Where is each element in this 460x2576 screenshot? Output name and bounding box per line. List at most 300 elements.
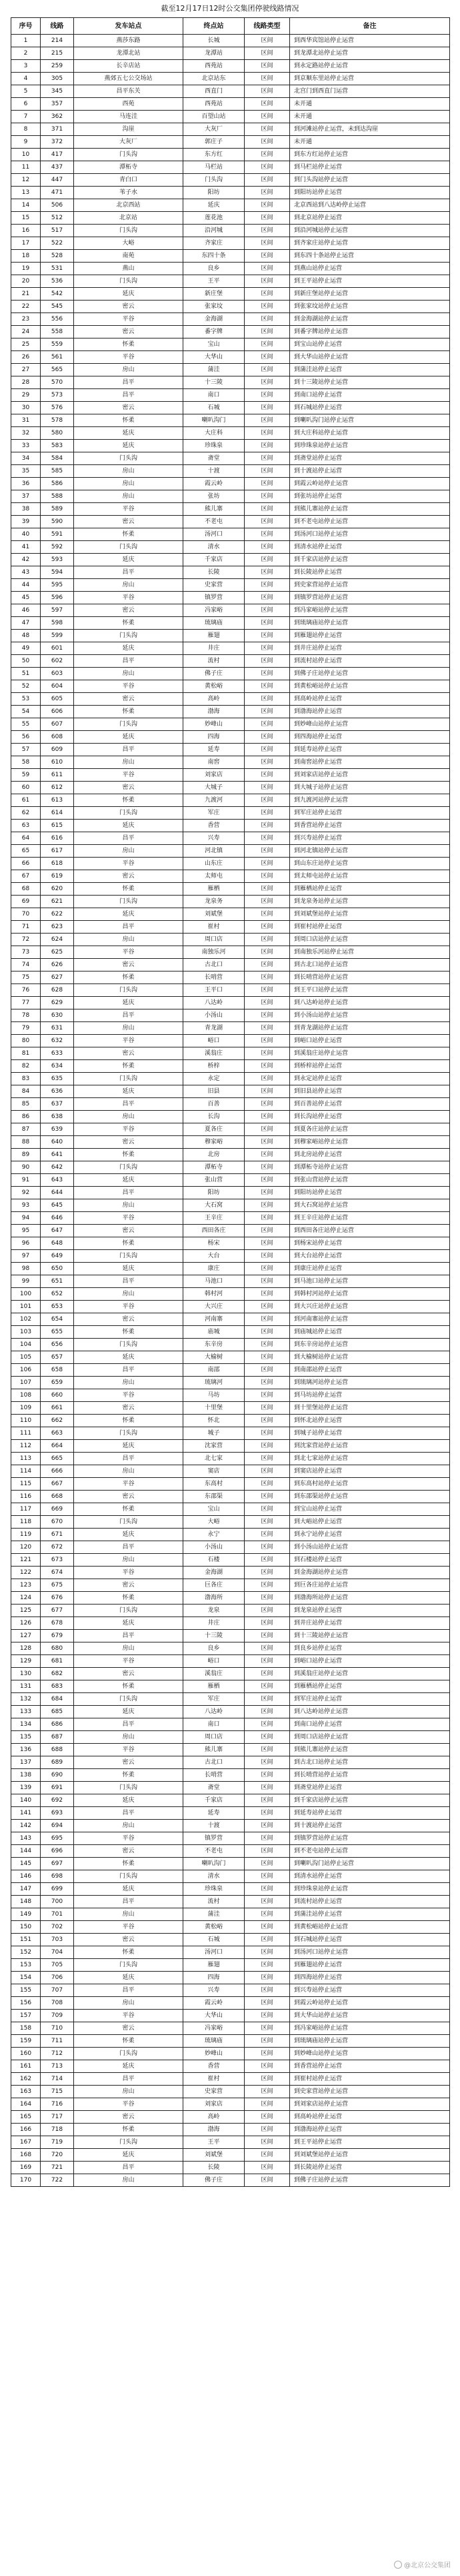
remark: 到大峪站停止运营 — [290, 1516, 450, 1529]
terminal-station: 番字牌 — [183, 326, 245, 338]
line-number: 714 — [41, 2073, 74, 2086]
origin-station: 密云 — [74, 1845, 183, 1858]
line-type: 区间 — [245, 883, 290, 896]
origin-station: 昌平 — [74, 1453, 183, 1465]
line-type: 区间 — [245, 414, 290, 427]
line-number: 695 — [41, 1832, 74, 1845]
table-row — [11, 1554, 450, 1567]
table-row — [11, 807, 450, 820]
remark: 到小汤山站停止运营 — [290, 1009, 450, 1022]
column-header: 线路 — [41, 18, 74, 35]
terminal-station: 延寿 — [183, 1807, 245, 1820]
row-index: 47 — [11, 617, 41, 630]
remark: 到南窖站停止运营 — [290, 756, 450, 769]
origin-station: 昌平 — [74, 1187, 183, 1199]
origin-station: 沟崖 — [74, 123, 183, 136]
table-row — [11, 946, 450, 959]
remark: 到溪翁庄站停止运营 — [290, 1668, 450, 1680]
line-number: 630 — [41, 1009, 74, 1022]
table-row — [11, 503, 450, 516]
table-row — [11, 414, 450, 427]
remark: 到沈家营站停止运营 — [290, 1440, 450, 1453]
row-index: 100 — [11, 1288, 41, 1301]
line-type: 区间 — [245, 1959, 290, 1972]
remark: 到霞云岭站停止运营 — [290, 478, 450, 490]
table-row — [11, 1579, 450, 1592]
origin-station: 平谷 — [74, 1478, 183, 1491]
line-number: 592 — [41, 541, 74, 554]
table-row — [11, 263, 450, 275]
table-row — [11, 984, 450, 997]
terminal-station: 王平口 — [183, 984, 245, 997]
remark: 到雁翅站停止运营 — [290, 630, 450, 642]
line-number: 517 — [41, 225, 74, 237]
terminal-station: 怀北 — [183, 1415, 245, 1427]
terminal-station: 王辛庄 — [183, 1212, 245, 1225]
line-number: 641 — [41, 1149, 74, 1161]
origin-station: 平谷 — [74, 769, 183, 782]
line-type: 区间 — [245, 604, 290, 617]
line-type: 区间 — [245, 896, 290, 908]
table-row — [11, 642, 450, 655]
origin-station: 昌平 — [74, 1098, 183, 1111]
line-number: 583 — [41, 440, 74, 452]
line-number: 713 — [41, 2060, 74, 2073]
row-index: 117 — [11, 1503, 41, 1516]
table-row — [11, 1592, 450, 1605]
row-index: 4 — [11, 73, 41, 85]
line-number: 633 — [41, 1047, 74, 1060]
line-type: 区间 — [245, 427, 290, 440]
remark: 到大榆树站停止运营 — [290, 1351, 450, 1364]
terminal-station: 蒲洼 — [183, 364, 245, 376]
table-row — [11, 326, 450, 338]
table-body — [11, 35, 450, 2187]
line-number: 691 — [41, 1782, 74, 1794]
table-row — [11, 1541, 450, 1554]
origin-station: 昌平 — [74, 744, 183, 756]
terminal-station: 周口店 — [183, 934, 245, 946]
terminal-station: 熊儿寨 — [183, 503, 245, 516]
row-index: 144 — [11, 1845, 41, 1858]
origin-station: 密云 — [74, 1047, 183, 1060]
table-row — [11, 883, 450, 896]
remark: 到西田各庄站停止运营 — [290, 1225, 450, 1237]
origin-station: 西苑 — [74, 98, 183, 111]
table-row — [11, 516, 450, 528]
line-type: 区间 — [245, 364, 290, 376]
terminal-station: 马栏站 — [183, 161, 245, 174]
remark: 到蒲洼站停止运营 — [290, 364, 450, 376]
row-index: 51 — [11, 668, 41, 680]
row-index: 34 — [11, 452, 41, 465]
origin-station: 怀柔 — [74, 528, 183, 541]
line-type: 区间 — [245, 630, 290, 642]
row-index: 57 — [11, 744, 41, 756]
row-index: 27 — [11, 364, 41, 376]
remark: 到燕山站停止运营 — [290, 263, 450, 275]
origin-station: 门头沟 — [74, 225, 183, 237]
line-number: 599 — [41, 630, 74, 642]
table-row — [11, 1288, 450, 1301]
origin-station: 门头沟 — [74, 718, 183, 731]
table-row — [11, 997, 450, 1009]
table-row — [11, 1503, 450, 1516]
row-index: 36 — [11, 478, 41, 490]
line-number: 542 — [41, 288, 74, 301]
line-type: 区间 — [245, 554, 290, 566]
remark: 到杨宋站停止运营 — [290, 1237, 450, 1250]
row-index: 22 — [11, 301, 41, 313]
remark: 到不老屯站停止运营 — [290, 1845, 450, 1858]
remark: 到大华山站停止运营 — [290, 2010, 450, 2022]
row-index: 33 — [11, 440, 41, 452]
line-type: 区间 — [245, 1275, 290, 1288]
line-number: 598 — [41, 617, 74, 630]
line-type: 区间 — [245, 237, 290, 250]
remark: 到古北口站停止运营 — [290, 959, 450, 971]
table-row — [11, 2035, 450, 2048]
row-index: 109 — [11, 1402, 41, 1415]
table-row — [11, 566, 450, 579]
remark: 到古北口站停止运营 — [290, 1756, 450, 1769]
line-number: 616 — [41, 832, 74, 845]
row-index: 141 — [11, 1807, 41, 1820]
origin-station: 密云 — [74, 1136, 183, 1149]
line-type: 区间 — [245, 1794, 290, 1807]
table-row — [11, 617, 450, 630]
table-row — [11, 250, 450, 263]
terminal-station: 南口 — [183, 389, 245, 402]
table-row — [11, 73, 450, 85]
table-row — [11, 1149, 450, 1161]
terminal-station: 汤河口 — [183, 528, 245, 541]
row-index: 69 — [11, 896, 41, 908]
line-type: 区间 — [245, 1161, 290, 1174]
remark: 到黄松峪站停止运营 — [290, 680, 450, 693]
line-number: 718 — [41, 2124, 74, 2136]
remark: 到喇叭沟门站停止运营 — [290, 1858, 450, 1870]
table-row — [11, 1921, 450, 1934]
line-number: 647 — [41, 1225, 74, 1237]
terminal-station: 刘家店 — [183, 2098, 245, 2111]
line-type: 区间 — [245, 250, 290, 263]
row-index: 67 — [11, 870, 41, 883]
row-index: 77 — [11, 997, 41, 1009]
table-row — [11, 351, 450, 364]
remark: 到长哨营站停止运营 — [290, 1769, 450, 1782]
line-type: 区间 — [245, 111, 290, 123]
terminal-station: 百望山站 — [183, 111, 245, 123]
line-number: 565 — [41, 364, 74, 376]
table-row — [11, 592, 450, 604]
row-index: 13 — [11, 187, 41, 199]
row-index: 26 — [11, 351, 41, 364]
terminal-station: 山东庄 — [183, 858, 245, 870]
line-type: 区间 — [245, 1263, 290, 1275]
terminal-station: 四海 — [183, 731, 245, 744]
origin-station: 房山 — [74, 1465, 183, 1478]
line-number: 709 — [41, 2010, 74, 2022]
line-number: 642 — [41, 1161, 74, 1174]
terminal-station: 黄松峪 — [183, 1921, 245, 1934]
row-index: 43 — [11, 566, 41, 579]
row-index: 82 — [11, 1060, 41, 1073]
line-type: 区间 — [245, 1326, 290, 1339]
line-number: 643 — [41, 1174, 74, 1187]
line-number: 595 — [41, 579, 74, 592]
remark: 到琉璃庙站停止运营 — [290, 617, 450, 630]
line-type: 区间 — [245, 1123, 290, 1136]
row-index: 44 — [11, 579, 41, 592]
line-type: 区间 — [245, 1782, 290, 1794]
origin-station: 南苑 — [74, 250, 183, 263]
line-number: 620 — [41, 883, 74, 896]
remark: 到张山营站停止运营 — [290, 1174, 450, 1187]
table-row — [11, 1275, 450, 1288]
row-index: 148 — [11, 1896, 41, 1908]
row-index: 119 — [11, 1529, 41, 1541]
terminal-station: 北七家 — [183, 1453, 245, 1465]
table-row — [11, 161, 450, 174]
terminal-station: 王平 — [183, 275, 245, 288]
row-index: 137 — [11, 1756, 41, 1769]
line-type: 区间 — [245, 2174, 290, 2187]
line-type: 区间 — [245, 1415, 290, 1427]
table-row — [11, 111, 450, 123]
origin-station: 密云 — [74, 959, 183, 971]
table-row — [11, 1225, 450, 1237]
line-number: 589 — [41, 503, 74, 516]
terminal-station: 十三陵 — [183, 1630, 245, 1642]
line-type: 区间 — [245, 946, 290, 959]
origin-station: 延庆 — [74, 1174, 183, 1187]
origin-station: 密云 — [74, 516, 183, 528]
row-index: 86 — [11, 1111, 41, 1123]
terminal-station: 城子 — [183, 1427, 245, 1440]
origin-station: 昌平 — [74, 1984, 183, 1997]
terminal-station: 琉璃河 — [183, 1377, 245, 1389]
line-number: 215 — [41, 47, 74, 60]
remark: 到周口店站停止运营 — [290, 1731, 450, 1744]
remark: 到永定站停止运营 — [290, 1073, 450, 1085]
origin-station: 密云 — [74, 604, 183, 617]
remark: 到河滩站停止运营，未到达沟崖 — [290, 123, 450, 136]
remark: 到金海湖站停止运营 — [290, 313, 450, 326]
line-type: 区间 — [245, 1946, 290, 1959]
row-index: 12 — [11, 174, 41, 187]
terminal-station: 周口店 — [183, 1731, 245, 1744]
origin-station: 平谷 — [74, 1301, 183, 1313]
line-number: 698 — [41, 1870, 74, 1883]
origin-station: 北京站 — [74, 212, 183, 225]
line-type: 区间 — [245, 212, 290, 225]
table-row — [11, 1896, 450, 1908]
terminal-station: 南口 — [183, 1718, 245, 1731]
terminal-station: 北京站东 — [183, 73, 245, 85]
line-number: 670 — [41, 1516, 74, 1529]
line-number: 721 — [41, 2162, 74, 2174]
terminal-station: 千家店 — [183, 554, 245, 566]
remark: 到琉璃河站停止运营 — [290, 1377, 450, 1389]
line-number: 652 — [41, 1288, 74, 1301]
terminal-station: 八达岭 — [183, 1706, 245, 1718]
row-index: 31 — [11, 414, 41, 427]
line-number: 673 — [41, 1554, 74, 1567]
line-number: 646 — [41, 1212, 74, 1225]
row-index: 129 — [11, 1655, 41, 1668]
terminal-station: 齐家庄 — [183, 237, 245, 250]
terminal-station: 潭柘寺 — [183, 1161, 245, 1174]
remark: 到斋堂站停止运营 — [290, 452, 450, 465]
line-type: 区间 — [245, 541, 290, 554]
terminal-station: 马池口 — [183, 1275, 245, 1288]
row-index: 132 — [11, 1693, 41, 1706]
row-index: 1 — [11, 35, 41, 47]
line-type: 区间 — [245, 2136, 290, 2149]
terminal-station: 金海湖 — [183, 1567, 245, 1579]
origin-station: 苇子水 — [74, 187, 183, 199]
line-number: 635 — [41, 1073, 74, 1085]
line-number: 692 — [41, 1794, 74, 1807]
table-row — [11, 870, 450, 883]
line-type: 区间 — [245, 1896, 290, 1908]
terminal-station: 妙峰山 — [183, 2048, 245, 2060]
terminal-station: 琉璃庙 — [183, 2035, 245, 2048]
line-number: 623 — [41, 921, 74, 934]
origin-station: 怀柔 — [74, 883, 183, 896]
line-type: 区间 — [245, 566, 290, 579]
row-index: 49 — [11, 642, 41, 655]
remark: 到清水站停止运营 — [290, 541, 450, 554]
row-index: 163 — [11, 2086, 41, 2098]
line-type: 区间 — [245, 1997, 290, 2010]
terminal-station: 东高村 — [183, 1478, 245, 1491]
table-row — [11, 1250, 450, 1263]
line-number: 621 — [41, 896, 74, 908]
terminal-station: 雁翅 — [183, 630, 245, 642]
table-row — [11, 554, 450, 566]
origin-station: 延庆 — [74, 908, 183, 921]
table-row — [11, 1073, 450, 1085]
remark: 到熊儿寨站停止运营 — [290, 1744, 450, 1756]
line-number: 712 — [41, 2048, 74, 2060]
row-index: 2 — [11, 47, 41, 60]
row-index: 114 — [11, 1465, 41, 1478]
remark: 到雁栖站停止运营 — [290, 1680, 450, 1693]
line-number: 679 — [41, 1630, 74, 1642]
origin-station: 延庆 — [74, 1617, 183, 1630]
line-number: 720 — [41, 2149, 74, 2162]
remark: 到康庄站停止运营 — [290, 1263, 450, 1275]
row-index: 28 — [11, 376, 41, 389]
terminal-station: 张山营 — [183, 1174, 245, 1187]
line-number: 629 — [41, 997, 74, 1009]
remark: 到东邵渠站停止运营 — [290, 1491, 450, 1503]
terminal-station: 河南寨 — [183, 1313, 245, 1326]
origin-station: 门头沟 — [74, 630, 183, 642]
line-number: 653 — [41, 1301, 74, 1313]
remark: 到宝山站停止运营 — [290, 1503, 450, 1516]
row-index: 6 — [11, 98, 41, 111]
line-number: 437 — [41, 161, 74, 174]
table-row — [11, 1161, 450, 1174]
origin-station: 门头沟 — [74, 1339, 183, 1351]
table-row — [11, 1085, 450, 1098]
row-index: 122 — [11, 1567, 41, 1579]
line-number: 214 — [41, 35, 74, 47]
table-row — [11, 731, 450, 744]
row-index: 147 — [11, 1883, 41, 1896]
line-number: 667 — [41, 1478, 74, 1491]
suspension-table — [11, 17, 449, 2187]
origin-station: 马连洼 — [74, 111, 183, 123]
line-number: 558 — [41, 326, 74, 338]
line-type: 区间 — [245, 1047, 290, 1060]
line-number: 605 — [41, 693, 74, 706]
table-row — [11, 1529, 450, 1541]
row-index: 10 — [11, 149, 41, 161]
origin-station: 延庆 — [74, 288, 183, 301]
line-type: 区间 — [245, 1187, 290, 1199]
origin-station: 房山 — [74, 1642, 183, 1655]
origin-station: 房山 — [74, 1554, 183, 1567]
remark: 到兴寿站停止运营 — [290, 1984, 450, 1997]
remark: 到珍珠泉站停止运营 — [290, 1883, 450, 1896]
row-index: 106 — [11, 1364, 41, 1377]
row-index: 16 — [11, 225, 41, 237]
line-number: 699 — [41, 1883, 74, 1896]
remark: 到张家坟站停止运营 — [290, 301, 450, 313]
remark: 到青龙湖站停止运营 — [290, 1022, 450, 1035]
line-type: 区间 — [245, 1744, 290, 1756]
origin-station: 平谷 — [74, 680, 183, 693]
line-type: 区间 — [245, 642, 290, 655]
line-type: 区间 — [245, 1351, 290, 1364]
remark: 到史家营站停止运营 — [290, 579, 450, 592]
line-number: 632 — [41, 1035, 74, 1047]
terminal-station: 小汤山 — [183, 1541, 245, 1554]
line-type: 区间 — [245, 1655, 290, 1668]
watermark-text: @北京公交集团 — [404, 2562, 451, 2569]
line-number: 662 — [41, 1415, 74, 1427]
origin-station: 昌平 — [74, 1896, 183, 1908]
terminal-station: 郭庄子 — [183, 136, 245, 149]
line-number: 700 — [41, 1896, 74, 1908]
origin-station: 密云 — [74, 782, 183, 794]
line-number: 619 — [41, 870, 74, 883]
row-index: 52 — [11, 680, 41, 693]
remark: 到崔村站停止运营 — [290, 921, 450, 934]
row-index: 63 — [11, 820, 41, 832]
remark: 到流村站停止运营 — [290, 1896, 450, 1908]
terminal-station: 珍珠泉 — [183, 440, 245, 452]
origin-station: 房山 — [74, 1377, 183, 1389]
line-type: 区间 — [245, 478, 290, 490]
table-row — [11, 2174, 450, 2187]
line-number: 674 — [41, 1567, 74, 1579]
line-number: 604 — [41, 680, 74, 693]
origin-station: 怀柔 — [74, 1060, 183, 1073]
table-row — [11, 85, 450, 98]
origin-station: 密云 — [74, 402, 183, 414]
terminal-station: 霞云岭 — [183, 478, 245, 490]
line-number: 668 — [41, 1491, 74, 1503]
line-type: 区间 — [245, 1212, 290, 1225]
row-index: 95 — [11, 1225, 41, 1237]
line-number: 639 — [41, 1123, 74, 1136]
remark: 到珍珠泉站停止运营 — [290, 440, 450, 452]
